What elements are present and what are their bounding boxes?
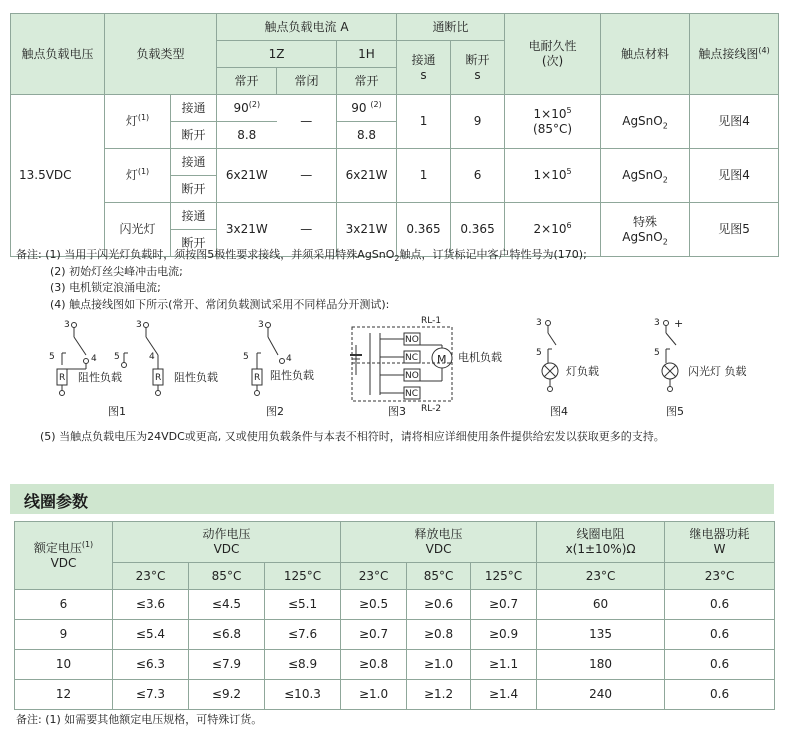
cell-rated-voltage: 9 xyxy=(15,620,113,650)
cell-value: ≤5.4 xyxy=(113,620,189,650)
cell-value: ≤10.3 xyxy=(265,680,341,710)
cell-value: ≥1.0 xyxy=(407,650,471,680)
cell-value: ≤8.9 xyxy=(265,650,341,680)
cell-value: 0.6 xyxy=(665,650,775,680)
svg-text:阻性负载: 阻性负载 xyxy=(174,371,218,384)
svg-text:3: 3 xyxy=(258,320,264,330)
contact-load-table xyxy=(10,13,779,257)
cell-value: ≥1.0 xyxy=(341,680,407,710)
header-resistance: 线圈电阻 x(1±10%)Ω xyxy=(537,522,665,563)
table-row xyxy=(15,620,775,650)
table-row xyxy=(15,590,775,620)
cell-value: 特殊 AgSnO$_2$ xyxy=(601,203,690,257)
svg-text:R: R xyxy=(254,373,261,383)
cell-value: $2\times 10^6$ xyxy=(505,203,601,257)
note-4: (4) 触点接线图如下所示(常开、常闭负载测试采用不同样品分开测试): xyxy=(50,297,390,311)
cell-value: ≥0.7 xyxy=(471,590,537,620)
svg-text:M: M xyxy=(437,353,447,366)
cell-value: 6x21W xyxy=(337,149,397,203)
svg-text:RL-2: RL-2 xyxy=(421,404,442,414)
sub-off: 断开 xyxy=(171,122,217,149)
header-rated-voltage: 额定电压$^{(1)}$ VDC xyxy=(15,522,113,590)
load-flash-lamp: 闪光灯 xyxy=(105,203,171,257)
header-endurance: 电耐久性 (次) xyxy=(505,14,601,95)
figure-1 xyxy=(49,320,218,418)
cell-value: AgSnO$_2$ xyxy=(601,95,690,149)
svg-text:R: R xyxy=(155,373,162,383)
cell-value: $1\times 10^5$ xyxy=(505,149,601,203)
header-pickup: 动作电压 VDC xyxy=(113,522,341,563)
cell-value: 6 xyxy=(451,149,505,203)
note-3: (3) 电机锁定浪涌电流; xyxy=(50,281,161,294)
table-row xyxy=(15,680,775,710)
cell-value: ≤6.8 xyxy=(189,620,265,650)
svg-text:NC: NC xyxy=(405,389,419,399)
svg-text:图5: 图5 xyxy=(666,405,684,418)
load-lamp-2: 灯$^{(1)}$ xyxy=(105,149,171,203)
header-voltage: 触点负载电压 xyxy=(11,14,105,95)
voltage-cell: 13.5VDC xyxy=(11,95,105,257)
note-1: 备注: (1) 当用于闪光灯负载时，须按图5极性要求接线，并须采用特殊AgSnO$_2$触点，订货标记中客户特性号为(170); xyxy=(16,248,587,264)
cell-value: 0.6 xyxy=(665,680,775,710)
cell-value: 90 $^{(2)}$ xyxy=(337,95,397,122)
cell-value: — xyxy=(277,149,337,203)
load-lamp-1: 灯$^{(1)}$ xyxy=(105,95,171,149)
svg-text:阻性负载: 阻性负载 xyxy=(270,369,314,382)
cell-value: 135 xyxy=(537,620,665,650)
cell-value: 3x21W xyxy=(217,203,277,257)
header-temp: 85°C xyxy=(407,563,471,590)
svg-text:3: 3 xyxy=(536,318,542,328)
cell-value: 8.8 xyxy=(337,122,397,149)
cell-value: ≤7.3 xyxy=(113,680,189,710)
note-5: (5) 当触点负载电压为24VDC或更高, 又或使用负载条件与本表不相符时，请将相应详细使用条件提供给宏发以获取更多的支持。 xyxy=(40,430,665,443)
cell-value: ≤7.9 xyxy=(189,650,265,680)
header-1h-no: 常开 xyxy=(337,68,397,95)
cell-value: 见图5 xyxy=(690,203,779,257)
figure-5 xyxy=(654,317,747,418)
cell-value: — xyxy=(277,95,337,149)
section-title: 线圈参数 xyxy=(24,492,89,511)
cell-value: AgSnO$_2$ xyxy=(601,149,690,203)
svg-text:3: 3 xyxy=(136,320,142,330)
cell-value: 0.6 xyxy=(665,590,775,620)
cell-value: ≤6.3 xyxy=(113,650,189,680)
cell-value: 90$^{(2)}$ xyxy=(217,95,277,122)
header-ratio-group: 通断比 xyxy=(397,14,505,41)
cell-value: ≥1.2 xyxy=(407,680,471,710)
cell-value: ≥0.8 xyxy=(341,650,407,680)
header-temp: 125°C xyxy=(471,563,537,590)
header-1z-nc: 常闭 xyxy=(277,68,337,95)
cell-value: — xyxy=(277,203,337,257)
cell-value: 见图4 xyxy=(690,95,779,149)
cell-value: 见图4 xyxy=(690,149,779,203)
svg-text:3: 3 xyxy=(64,320,70,330)
cell-value: ≥1.1 xyxy=(471,650,537,680)
cell-value: 8.8 xyxy=(217,122,277,149)
cell-value: 0.365 xyxy=(397,203,451,257)
cell-value: 1 xyxy=(397,149,451,203)
wiring-diagrams xyxy=(0,315,788,425)
cell-value: ≤4.5 xyxy=(189,590,265,620)
svg-text:NC: NC xyxy=(405,353,419,363)
header-power: 继电器功耗 W xyxy=(665,522,775,563)
header-temp: 125°C xyxy=(265,563,341,590)
cell-value: ≤9.2 xyxy=(189,680,265,710)
cell-value: ≥0.5 xyxy=(341,590,407,620)
header-material: 触点材料 xyxy=(601,14,690,95)
cell-value: ≤5.1 xyxy=(265,590,341,620)
header-on: 接通 s xyxy=(397,41,451,95)
header-temp: 23°C xyxy=(341,563,407,590)
svg-text:NO: NO xyxy=(405,335,419,345)
svg-text:图4: 图4 xyxy=(550,405,568,418)
figure-3 xyxy=(350,316,502,418)
header-temp: 23°C xyxy=(537,563,665,590)
sub-on: 接通 xyxy=(171,95,217,122)
svg-text:R: R xyxy=(59,373,66,383)
svg-text:阻性负载: 阻性负载 xyxy=(78,371,122,384)
header-1z: 1Z xyxy=(217,41,337,68)
svg-text:5: 5 xyxy=(536,348,542,358)
cell-rated-voltage: 12 xyxy=(15,680,113,710)
cell-rated-voltage: 10 xyxy=(15,650,113,680)
svg-text:5: 5 xyxy=(49,352,55,362)
figure-4 xyxy=(536,318,599,418)
note-2: (2) 初始灯丝尖峰冲击电流; xyxy=(50,264,183,278)
sub-off: 断开 xyxy=(171,230,217,257)
svg-text:5: 5 xyxy=(243,352,249,362)
cell-value: ≥1.4 xyxy=(471,680,537,710)
header-wiring: 触点接线图$^{(4)}$ xyxy=(690,14,779,95)
svg-text:+: + xyxy=(674,317,684,330)
coil-parameter-table xyxy=(14,521,775,710)
svg-text:4: 4 xyxy=(286,354,292,364)
svg-text:5: 5 xyxy=(114,352,120,362)
header-current-group: 触点负载电流 A xyxy=(217,14,397,41)
cell-value: 0.365 xyxy=(451,203,505,257)
header-release: 释放电压 VDC xyxy=(341,522,537,563)
svg-text:图1: 图1 xyxy=(108,405,126,418)
svg-text:闪光灯 负载: 闪光灯 负载 xyxy=(688,365,747,378)
cell-value: 0.6 xyxy=(665,620,775,650)
svg-text:3: 3 xyxy=(654,318,660,328)
section-header-coil xyxy=(10,484,774,514)
header-temp: 85°C xyxy=(189,563,265,590)
sub-on: 接通 xyxy=(171,149,217,176)
svg-text:电机负载: 电机负载 xyxy=(458,351,502,364)
header-load-type: 负载类型 xyxy=(105,14,217,95)
cell-value: ≤3.6 xyxy=(113,590,189,620)
svg-text:RL-1: RL-1 xyxy=(421,316,442,326)
sub-off: 断开 xyxy=(171,176,217,203)
svg-text:4: 4 xyxy=(91,354,97,364)
svg-text:图3: 图3 xyxy=(388,405,406,418)
figure-2 xyxy=(243,320,314,418)
svg-text:NO: NO xyxy=(405,371,419,381)
cell-value: 3x21W xyxy=(337,203,397,257)
header-temp: 23°C xyxy=(665,563,775,590)
svg-text:5: 5 xyxy=(654,348,660,358)
cell-value: $1\times 10^5$ (85°C) xyxy=(505,95,601,149)
cell-value: ≤7.6 xyxy=(265,620,341,650)
svg-text:灯负载: 灯负载 xyxy=(566,365,599,378)
cell-value: 240 xyxy=(537,680,665,710)
cell-value: 1 xyxy=(397,95,451,149)
svg-text:图2: 图2 xyxy=(266,405,284,418)
sub-on: 接通 xyxy=(171,203,217,230)
cell-rated-voltage: 6 xyxy=(15,590,113,620)
cell-value: ≥0.8 xyxy=(407,620,471,650)
table-row xyxy=(15,650,775,680)
cell-value: 60 xyxy=(537,590,665,620)
cell-value: ≥0.7 xyxy=(341,620,407,650)
cell-value: 180 xyxy=(537,650,665,680)
header-temp: 23°C xyxy=(113,563,189,590)
header-off: 断开 s xyxy=(451,41,505,95)
header-1h: 1H xyxy=(337,41,397,68)
header-1z-no: 常开 xyxy=(217,68,277,95)
svg-text:4: 4 xyxy=(149,352,155,362)
notes-block xyxy=(16,247,587,313)
cell-value: ≥0.9 xyxy=(471,620,537,650)
cell-value: 6x21W xyxy=(217,149,277,203)
coil-note: 备注: (1) 如需要其他额定电压规格，可特殊订货。 xyxy=(16,713,263,726)
cell-value: 9 xyxy=(451,95,505,149)
cell-value: ≥0.6 xyxy=(407,590,471,620)
